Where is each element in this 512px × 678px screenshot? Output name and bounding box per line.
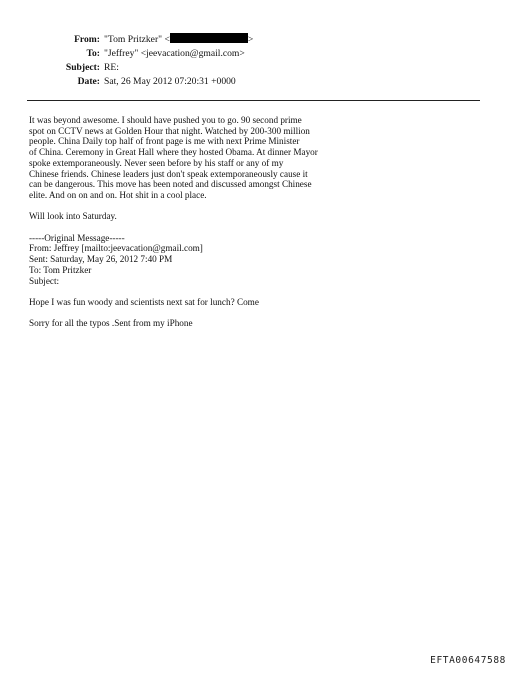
original-message-block bbox=[29, 233, 359, 287]
body-line: elite. And on on and on. Hot shit in a cool place. bbox=[29, 189, 207, 200]
date-row bbox=[0, 75, 512, 89]
original-from: From: Jeffrey [mailto:jeevacation@gmail.com] bbox=[29, 243, 203, 254]
to-label: To: bbox=[86, 48, 100, 59]
body-line: spoke extemporaneously. Never seen before by his staff or any of my bbox=[29, 157, 284, 168]
body-line: can be dangerous. This move has been noted and discussed amongst Chinese bbox=[29, 179, 312, 190]
body-line: spot on CCTV news at Golden Hour that night. Watched by 200-300 million bbox=[29, 125, 310, 136]
email-body bbox=[29, 115, 359, 340]
from-value bbox=[104, 33, 253, 47]
subject-row bbox=[0, 61, 512, 75]
body-paragraph-1 bbox=[29, 115, 359, 201]
to-value: "Jeffrey" <jeevacation@gmail.com> bbox=[104, 48, 245, 59]
date-value: Sat, 26 May 2012 07:20:31 +0000 bbox=[104, 76, 236, 87]
body-line: Hope I was fun woody and scientists next sat for lunch? Come bbox=[29, 296, 259, 307]
redaction-box bbox=[170, 33, 248, 43]
subject-label: Subject: bbox=[65, 62, 100, 73]
body-line: of China. Ceremony in Great Hall where they hosted Obama. At dinner Mayor bbox=[29, 147, 318, 158]
header-divider bbox=[27, 100, 480, 101]
from-suffix: > bbox=[247, 34, 254, 45]
document-id-stamp: EFTA00647588 bbox=[430, 655, 506, 666]
body-paragraph-2 bbox=[29, 211, 359, 222]
body-paragraph-4 bbox=[29, 318, 359, 329]
from-prefix: "Tom Pritzker" < bbox=[104, 34, 170, 45]
from-label: From: bbox=[74, 34, 100, 45]
to-row bbox=[0, 47, 512, 61]
body-line: Will look into Saturday. bbox=[29, 211, 117, 222]
original-to: To: Tom Pritzker bbox=[29, 264, 92, 275]
body-line: Sorry for all the typos .Sent from my iPhone bbox=[29, 318, 193, 329]
body-paragraph-3 bbox=[29, 297, 359, 308]
original-sent: Sent: Saturday, May 26, 2012 7:40 PM bbox=[29, 254, 173, 265]
date-label: Date: bbox=[77, 76, 100, 87]
subject-value: RE: bbox=[104, 62, 119, 73]
from-row bbox=[0, 33, 512, 47]
body-line: people. China Daily top half of front page is me with next Prime Minister bbox=[29, 136, 300, 147]
email-header bbox=[0, 33, 512, 89]
body-line: It was beyond awesome. I should have pushed you to go. 90 second prime bbox=[29, 115, 302, 125]
original-subject: Subject: bbox=[29, 275, 60, 286]
original-message-separator: -----Original Message----- bbox=[29, 232, 125, 243]
body-line: Chinese friends. Chinese leaders just don't speak extemporaneously cause it bbox=[29, 168, 308, 179]
